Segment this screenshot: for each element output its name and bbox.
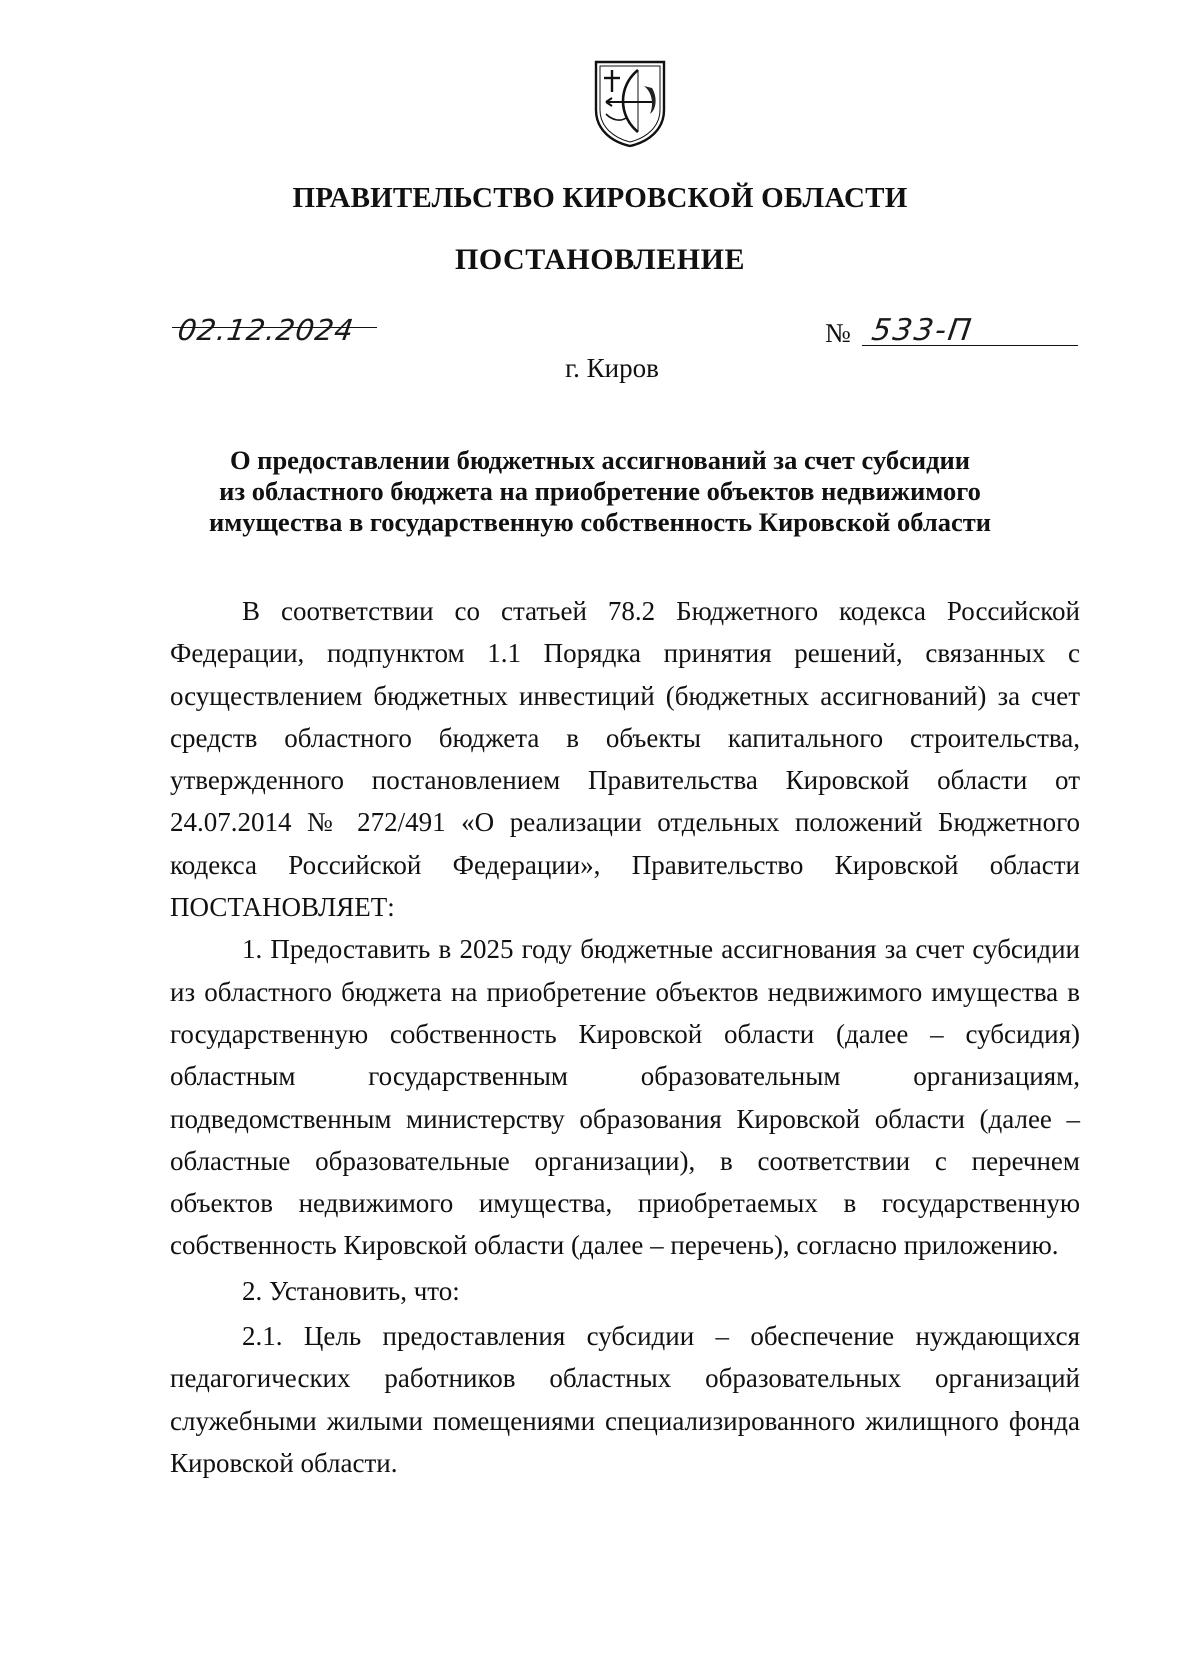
paragraph-2-1: 2.1. Цель предоставления субсидии – обеспечение нуждающихся педагогических работников областных образовательных организаций служебными жилыми помещениями специализированного жилищного фонда Кировской области. xyxy=(170,1321,1080,1478)
document-number: 533-П xyxy=(869,313,976,348)
title-line: О предоставлении бюджетных ассигнований за счет субсидии xyxy=(229,445,971,475)
paragraph-1: 1. Предоставить в 2025 году бюджетные ассигнования за счет субсидии из областного бюджета на приобретение объектов недвижимого имущества в государственную собственность Кировской области (далее – субсидия) областным государственным образовательным организациям, подведомственным министерству образования Кировской области (далее – областные образовательные организации), в соответствии с перечнем объектов недвижимого имущества, приобретаемых в государственную собственность Кировской области (далее – перечень), согласно приложению. xyxy=(170,934,1080,1261)
document-type: ПОСТАНОВЛЕНИЕ xyxy=(455,243,745,276)
title-line: из областного бюджета на приобретение объектов недвижимого xyxy=(219,476,981,506)
paragraph-preamble: В соответствии со статьей 78.2 Бюджетного кодекса Российской Федерации, подпунктом 1.1 Порядка принятия решений, связанных с осуществлением бюджетных инвестиций (бюджетных ассигнований) за счет средств областного бюджета в объекты капитального строительства, утвержденного постановлением Правительства Кировской области от 24.07.2014 № 272/491 «О реализации отдельных положений Бюджетного кодекса Российской Федерации», Правительство Кировской области ПОСТАНОВЛЯЕТ: xyxy=(170,596,1080,923)
number-sign: № xyxy=(825,318,851,348)
document-body xyxy=(170,590,1080,1484)
government-name: ПРАВИТЕЛЬСТВО КИРОВСКОЙ ОБЛАСТИ xyxy=(292,182,908,214)
title-line: имущества в государственную собственность Кировской области xyxy=(208,507,992,537)
document-title xyxy=(170,445,1030,538)
kirov-coat-of-arms-icon xyxy=(592,58,668,148)
date-underline xyxy=(172,327,377,328)
number-underline xyxy=(862,345,1078,346)
paragraph-2: 2. Установить, что: xyxy=(242,1275,460,1306)
document-date: 02.12.2024 xyxy=(175,313,357,347)
city: г. Киров xyxy=(565,353,659,383)
